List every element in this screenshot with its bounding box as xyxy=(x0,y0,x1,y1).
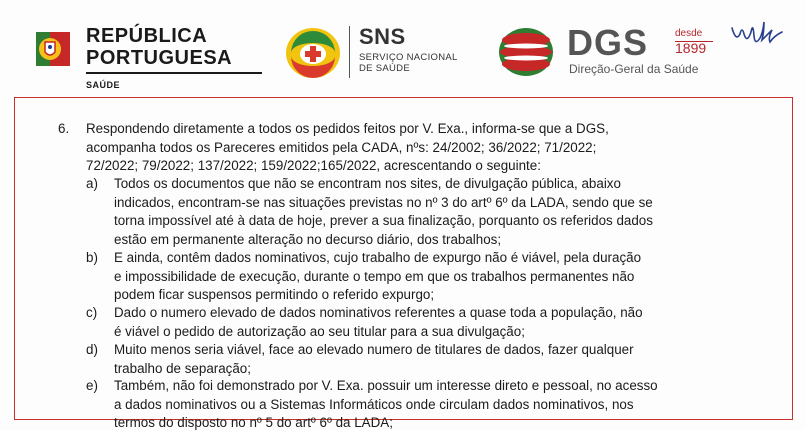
republica-portuguesa-title xyxy=(86,25,232,69)
list-item-line: podem ficar suspensos permitindo o referido expurgo; xyxy=(114,287,435,302)
list-item-label: e) xyxy=(86,378,98,393)
list-item-line: Muito menos seria viável, face ao elevado numero de titulares de dados, fazer qualquer xyxy=(114,342,634,357)
list-item-line: é viável o pedido de autorização ao seu titular para a sua divulgação; xyxy=(114,323,525,339)
list-item-label: a) xyxy=(86,176,98,191)
list-item-label: d) xyxy=(86,342,98,357)
list-item-text xyxy=(114,341,778,378)
list-item-line: Dado o numero elevado de dados nominativos referentes a quase toda a população, não xyxy=(114,305,643,320)
sns-title: SNS xyxy=(359,24,406,49)
coat-of-arms-icon xyxy=(36,28,72,70)
dgs-logo xyxy=(497,22,727,82)
republica-portuguesa-logo xyxy=(28,22,258,92)
dgs-emblem-icon xyxy=(497,26,555,78)
list-item-line: e impossibilidade de execução, durante o tempo em que os trabalhos permanentes não xyxy=(114,268,635,284)
paragraph-6 xyxy=(86,120,792,176)
sns-logo xyxy=(285,22,465,82)
list-item-label: c) xyxy=(86,305,98,320)
list-item-line: termos do disposto no nº 5 do artº 6º da LADA; xyxy=(114,415,393,430)
list-item-line: trabalho de separação; xyxy=(114,360,251,376)
dgs-desde-label: desde xyxy=(675,28,703,39)
sns-subtitle xyxy=(359,52,458,74)
handwritten-signature xyxy=(728,12,788,48)
list-item-text xyxy=(114,249,778,305)
list-item-line: E ainda, contêm dados nominativos, cujo trabalho de expurgo não é viável, pela duração xyxy=(114,250,642,265)
dgs-title: DGS xyxy=(567,22,649,63)
list-item-line: Também, não foi demonstrado por V. Exa. possuir um interesse direto e pessoal, no acesso xyxy=(114,378,658,393)
list-item-line: Todos os documentos que não se encontram nos sites, de divulgação pública, abaixo xyxy=(114,176,621,191)
list-item-text xyxy=(114,377,778,433)
paragraph-line: acompanha todos os Pareceres emitidos pela CADA, nºs: 24/2002; 36/2022; 71/2022; xyxy=(86,139,597,155)
list-item-text xyxy=(114,175,778,249)
dgs-year: 1899 xyxy=(675,40,707,56)
list-item-line: estão em permanente alteração no decurso diário, dos trabalhos; xyxy=(114,231,502,247)
list-item-line: indicados, encontram-se nas situações previstas no nº 3 do artº 6º da LADA, sendo que se xyxy=(114,194,653,210)
republica-title-line1: REPÚBLICA xyxy=(86,25,208,47)
list-item-line: torna impossível até à data de hoje, prever a sua finalização, porquanto os referidos dados xyxy=(114,213,653,228)
paragraph-number: 6. xyxy=(58,121,70,136)
list-item-label: b) xyxy=(86,250,98,265)
republica-subtitle: SAÚDE xyxy=(86,80,121,90)
list-item-text xyxy=(114,304,778,341)
sns-emblem-icon xyxy=(285,26,341,80)
list-item-line: a dados nominativos ou a Sistemas Informáticos onde circulam dados nominativos, nos xyxy=(114,396,634,412)
republica-divider xyxy=(86,72,262,74)
sns-subtitle-line1: SERVIÇO NACIONAL xyxy=(359,52,458,63)
republica-title-line2: PORTUGUESA xyxy=(86,47,233,69)
dgs-subtitle: Direção-Geral da Saúde xyxy=(569,62,699,76)
sns-subtitle-line2: DE SAÚDE xyxy=(359,63,410,74)
sns-divider xyxy=(349,26,350,78)
paragraph-line: Respondendo diretamente a todos os pedidos feitos por V. Exa., informa-se que a DGS, xyxy=(86,121,609,136)
paragraph-line: 72/2022; 79/2022; 137/2022; 159/2022;165/2022, acrescentando o seguinte: xyxy=(86,158,541,173)
